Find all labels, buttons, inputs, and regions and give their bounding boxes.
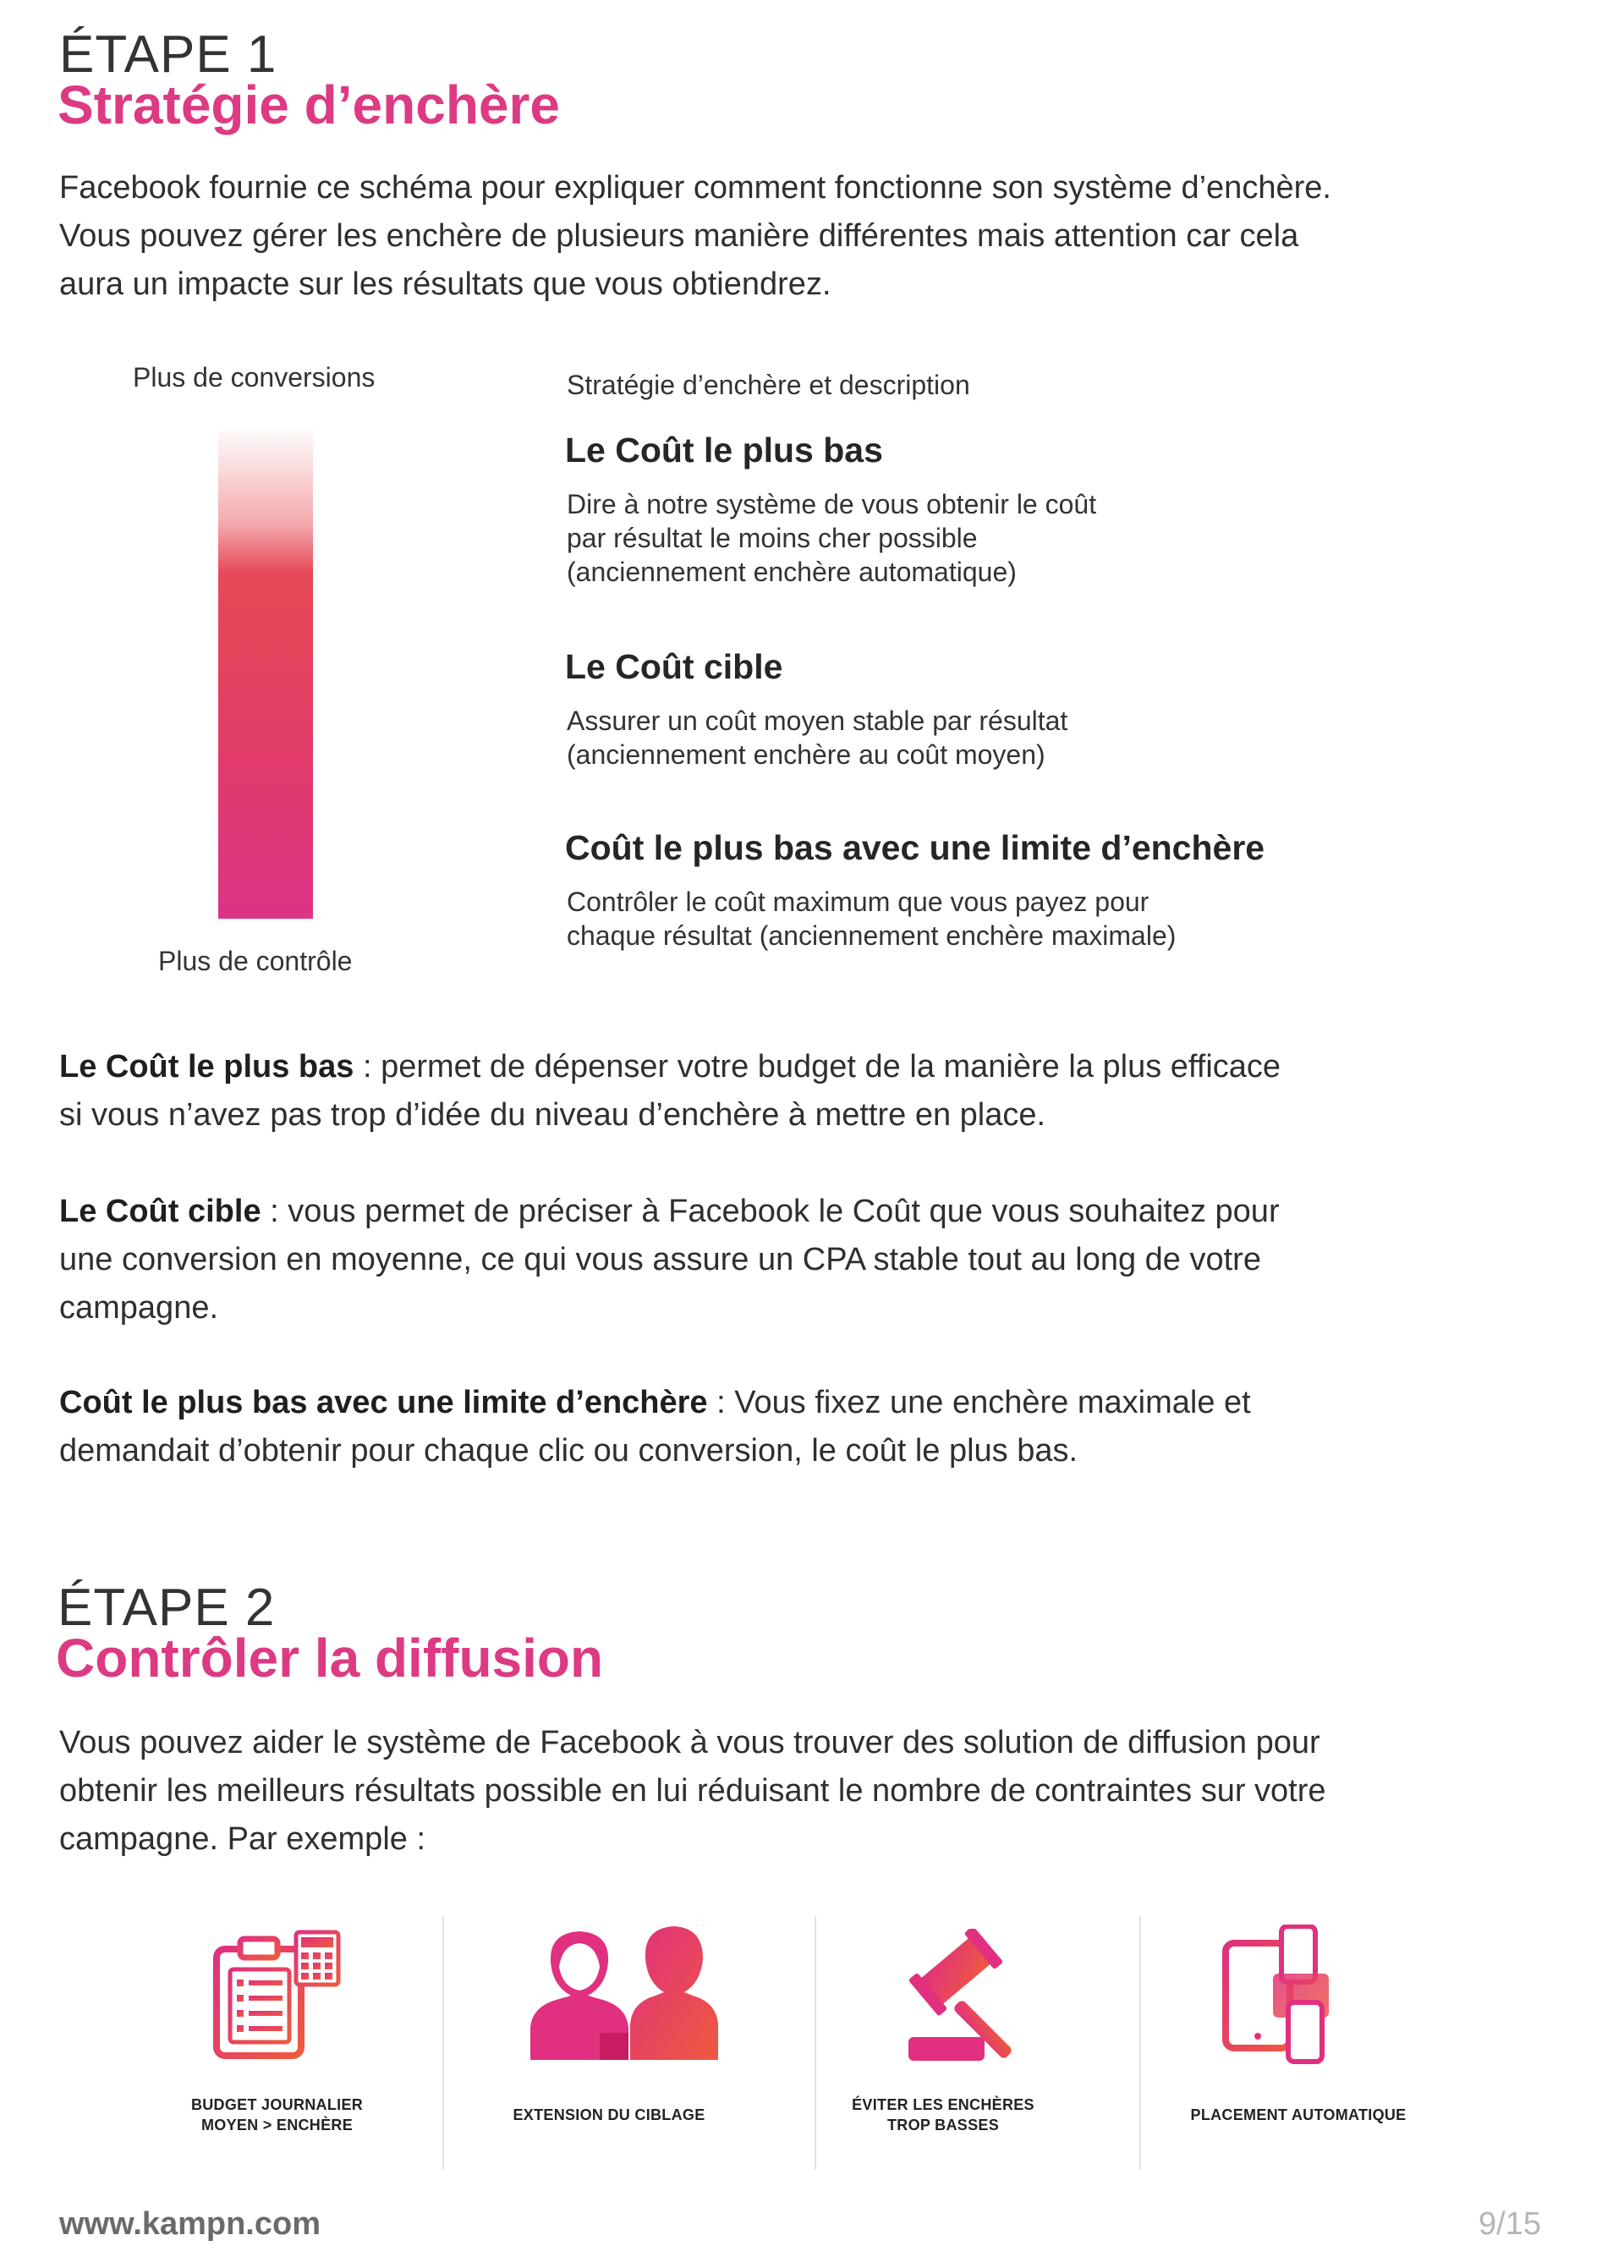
strategy-desc-line: chaque résultat (anciennement enchère maximale)	[567, 920, 1177, 951]
strategy-desc-line: Dire à notre système de vous obtenir le coût	[567, 489, 1097, 519]
explanation-bid-cap	[59, 1379, 1582, 1475]
step1-title: Stratégie d’enchère	[58, 74, 560, 135]
strategy-desc-line: (anciennement enchère automatique)	[567, 557, 1017, 587]
strategy-desc-target-cost	[567, 704, 1067, 772]
explanation-text: : Vous fixez une enchère maximale et	[707, 1385, 1251, 1420]
people-icon	[529, 1925, 719, 2060]
diagram-top-label: Plus de conversions	[133, 362, 376, 393]
step1-intro-line: Vous pouvez gérer les enchère de plusieurs manière différentes mais attention car cela	[59, 218, 1299, 254]
explanation-text: demandait d’obtenir pour chaque clic ou conversion, le coût le plus bas.	[59, 1433, 1078, 1469]
step1-intro-line: Facebook fournie ce schéma pour expliquer comment fonctionne son système d’enchère.	[59, 170, 1331, 206]
strategy-desc-line: par résultat le moins cher possible	[567, 523, 978, 553]
diagram-header: Stratégie d’enchère et description	[567, 370, 970, 400]
clipboard-calculator-icon	[211, 1929, 343, 2060]
gavel-icon	[905, 1929, 1040, 2064]
explanation-target-cost	[59, 1188, 1582, 1332]
strategy-title-bid-cap: Coût le plus bas avec une limite d’enchère	[565, 828, 1265, 867]
step1-label: ÉTAPE 1	[59, 25, 277, 84]
explanation-text: : vous permet de préciser à Facebook le Coût que vous souhaitez pour	[261, 1194, 1280, 1229]
strategy-desc-line: Contrôler le coût maximum que vous payez pour	[567, 887, 1149, 917]
divider	[1139, 1916, 1141, 2170]
conversion-control-gradient-bar	[218, 425, 313, 919]
icon-label-line: PLACEMENT AUTOMATIQUE	[1190, 2106, 1407, 2123]
footer-url[interactable]: www.kampn.com	[59, 2206, 321, 2242]
icon-label-line: EXTENSION DU CIBLAGE	[513, 2106, 705, 2123]
icon-label-line: ÉVITER LES ENCHÈRES	[852, 2096, 1034, 2113]
strategy-title-target-cost: Le Coût cible	[565, 647, 783, 686]
strategy-title-lowest-cost: Le Coût le plus bas	[565, 431, 883, 470]
icon-label-budget	[144, 2095, 410, 2135]
step1-intro-line: aura un impacte sur les résultats que vous obtiendrez.	[59, 266, 831, 302]
icon-label-line: TROP BASSES	[887, 2117, 999, 2133]
strategy-desc-line: (anciennement enchère au coût moyen)	[567, 739, 1045, 770]
step1-intro	[59, 164, 1582, 309]
step2-intro-line: campagne. Par exemple :	[59, 1821, 426, 1857]
strategy-desc-line: Assurer un coût moyen stable par résultat	[567, 706, 1068, 736]
explanation-text: si vous n’avez pas trop d’idée du niveau d’enchère à mettre en place.	[59, 1097, 1046, 1133]
explanation-term: Le Coût le plus bas	[59, 1049, 354, 1085]
divider	[442, 1916, 444, 2170]
icon-label-placement	[1150, 2105, 1446, 2125]
explanation-text: campagne.	[59, 1290, 219, 1326]
explanation-text: une conversion en moyenne, ce qui vous assure un CPA stable tout au long de votre	[59, 1242, 1261, 1277]
step2-label: ÉTAPE 2	[58, 1579, 276, 1637]
icon-label-line: BUDGET JOURNALIER	[190, 2096, 364, 2113]
strategy-desc-lowest-cost	[567, 487, 1096, 589]
explanation-text: : permet de dépenser votre budget de la manière la plus efficace	[354, 1049, 1281, 1085]
step2-intro-line: Vous pouvez aider le système de Facebook à vous trouver des solution de diffusion pour	[59, 1725, 1320, 1760]
icon-label-targeting	[474, 2105, 744, 2125]
explanation-term: Le Coût cible	[59, 1194, 261, 1229]
diagram-bottom-label: Plus de contrôle	[158, 946, 353, 976]
devices-icon	[1222, 1925, 1332, 2068]
explanation-lowest-cost	[59, 1043, 1582, 1139]
strategy-desc-bid-cap	[567, 885, 1176, 953]
step2-title: Contrôler la diffusion	[56, 1628, 604, 1689]
page-number: 9/15	[1479, 2206, 1541, 2242]
step2-intro-line: obtenir les meilleurs résultats possible en lui réduisant le nombre de contraintes sur votre	[59, 1773, 1326, 1809]
icon-label-bids	[816, 2095, 1070, 2135]
step2-intro	[59, 1719, 1582, 1864]
icon-label-line: MOYEN > ENCHÈRE	[200, 2117, 354, 2133]
explanation-term: Coût le plus bas avec une limite d’enchère	[59, 1385, 708, 1420]
